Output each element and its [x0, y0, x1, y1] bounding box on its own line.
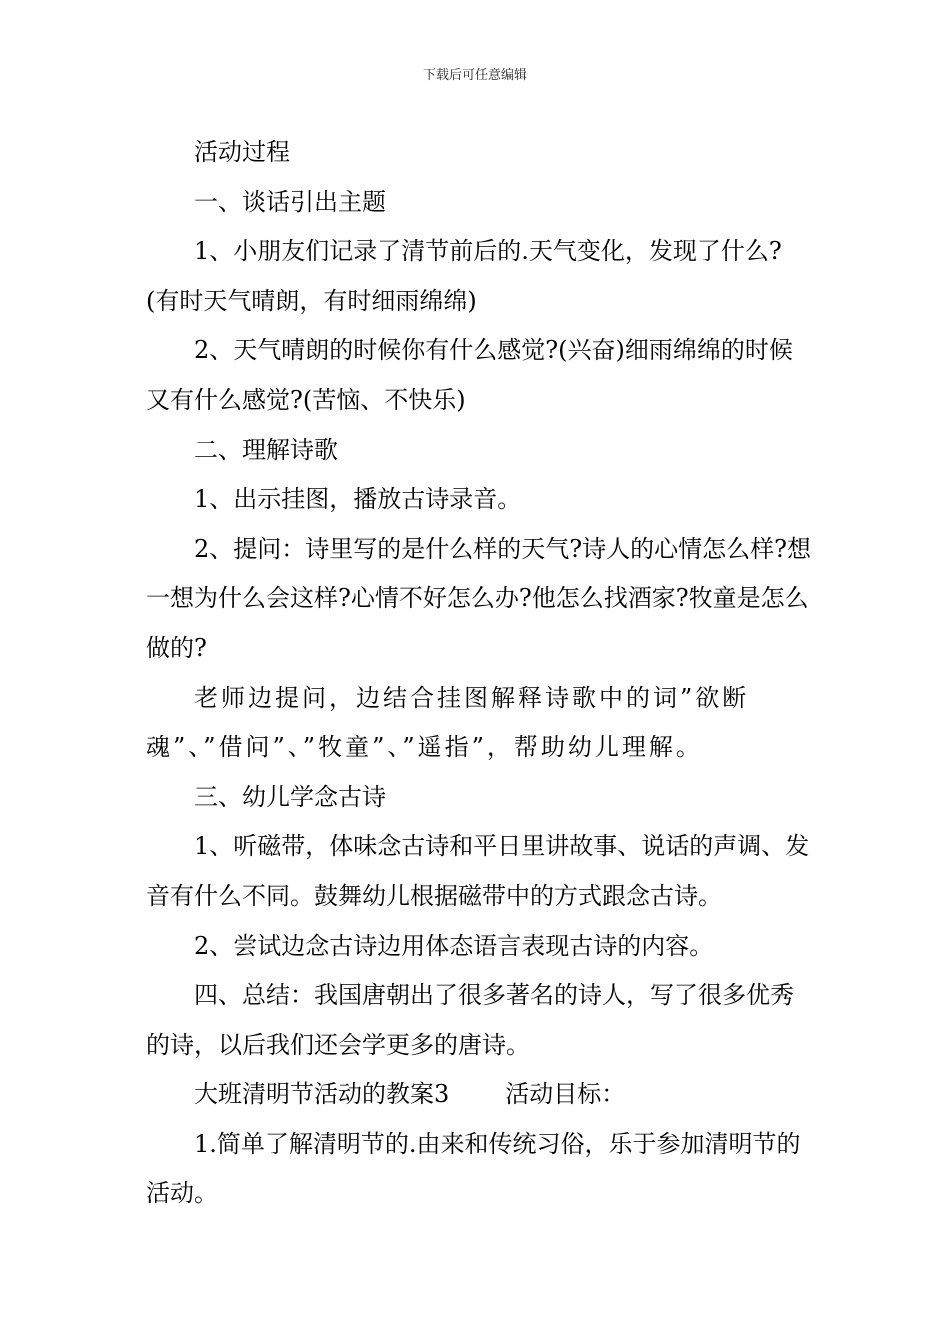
paragraph: 老师边提问，边结合挂图解释诗歌中的词”欲断魂”、”借问”、”牧童”、”遥指”，帮助幼儿理解。	[146, 683, 750, 762]
paragraph: 1、出示挂图，播放古诗录音。	[194, 485, 522, 514]
paragraph: 1.简单了解清明节的.由来和传统习俗，乐于参加清明节的活动。	[146, 1129, 801, 1208]
document-body	[146, 128, 814, 1219]
page-header: 下载后可任意编辑	[422, 68, 527, 83]
paragraph: 1、小朋友们记录了清节前后的.天气变化，发现了什么?(有时天气晴朗，有时细雨绵绵)	[146, 237, 782, 315]
paragraph: 2、天气晴朗的时候你有什么感觉?(兴奋)细雨绵绵的时候又有什么感觉?(苦恼、不快乐)	[146, 336, 793, 414]
section-heading-2: 二、理解诗歌	[194, 435, 338, 464]
paragraph: 2、提问：诗里写的是什么样的天气?诗人的心情怎么样?想一想为什么会这样?心情不好怎么办?他怎么找酒家?牧童是怎么做的?	[146, 534, 812, 662]
paragraph: 四、总结：我国唐朝出了很多著名的诗人，写了很多优秀的诗，以后我们还会学更多的唐诗。	[146, 981, 794, 1059]
section-heading-1: 一、谈话引出主题	[194, 187, 386, 216]
paragraph: 1、听磁带，体味念古诗和平日里讲故事、说话的声调、发音有什么不同。鼓舞幼儿根据磁带中的方式跟念古诗。	[146, 832, 810, 910]
section-heading-process: 活动过程	[194, 138, 290, 166]
lesson-title-line	[146, 1070, 814, 1120]
section-heading-3: 三、幼儿学念古诗	[194, 782, 386, 811]
lesson-title: 大班清明节活动的教案3	[194, 1080, 450, 1109]
paragraph: 2、尝试边念古诗边用体态语言表现古诗的内容。	[194, 931, 714, 960]
goals-heading: 活动目标：	[505, 1080, 626, 1109]
